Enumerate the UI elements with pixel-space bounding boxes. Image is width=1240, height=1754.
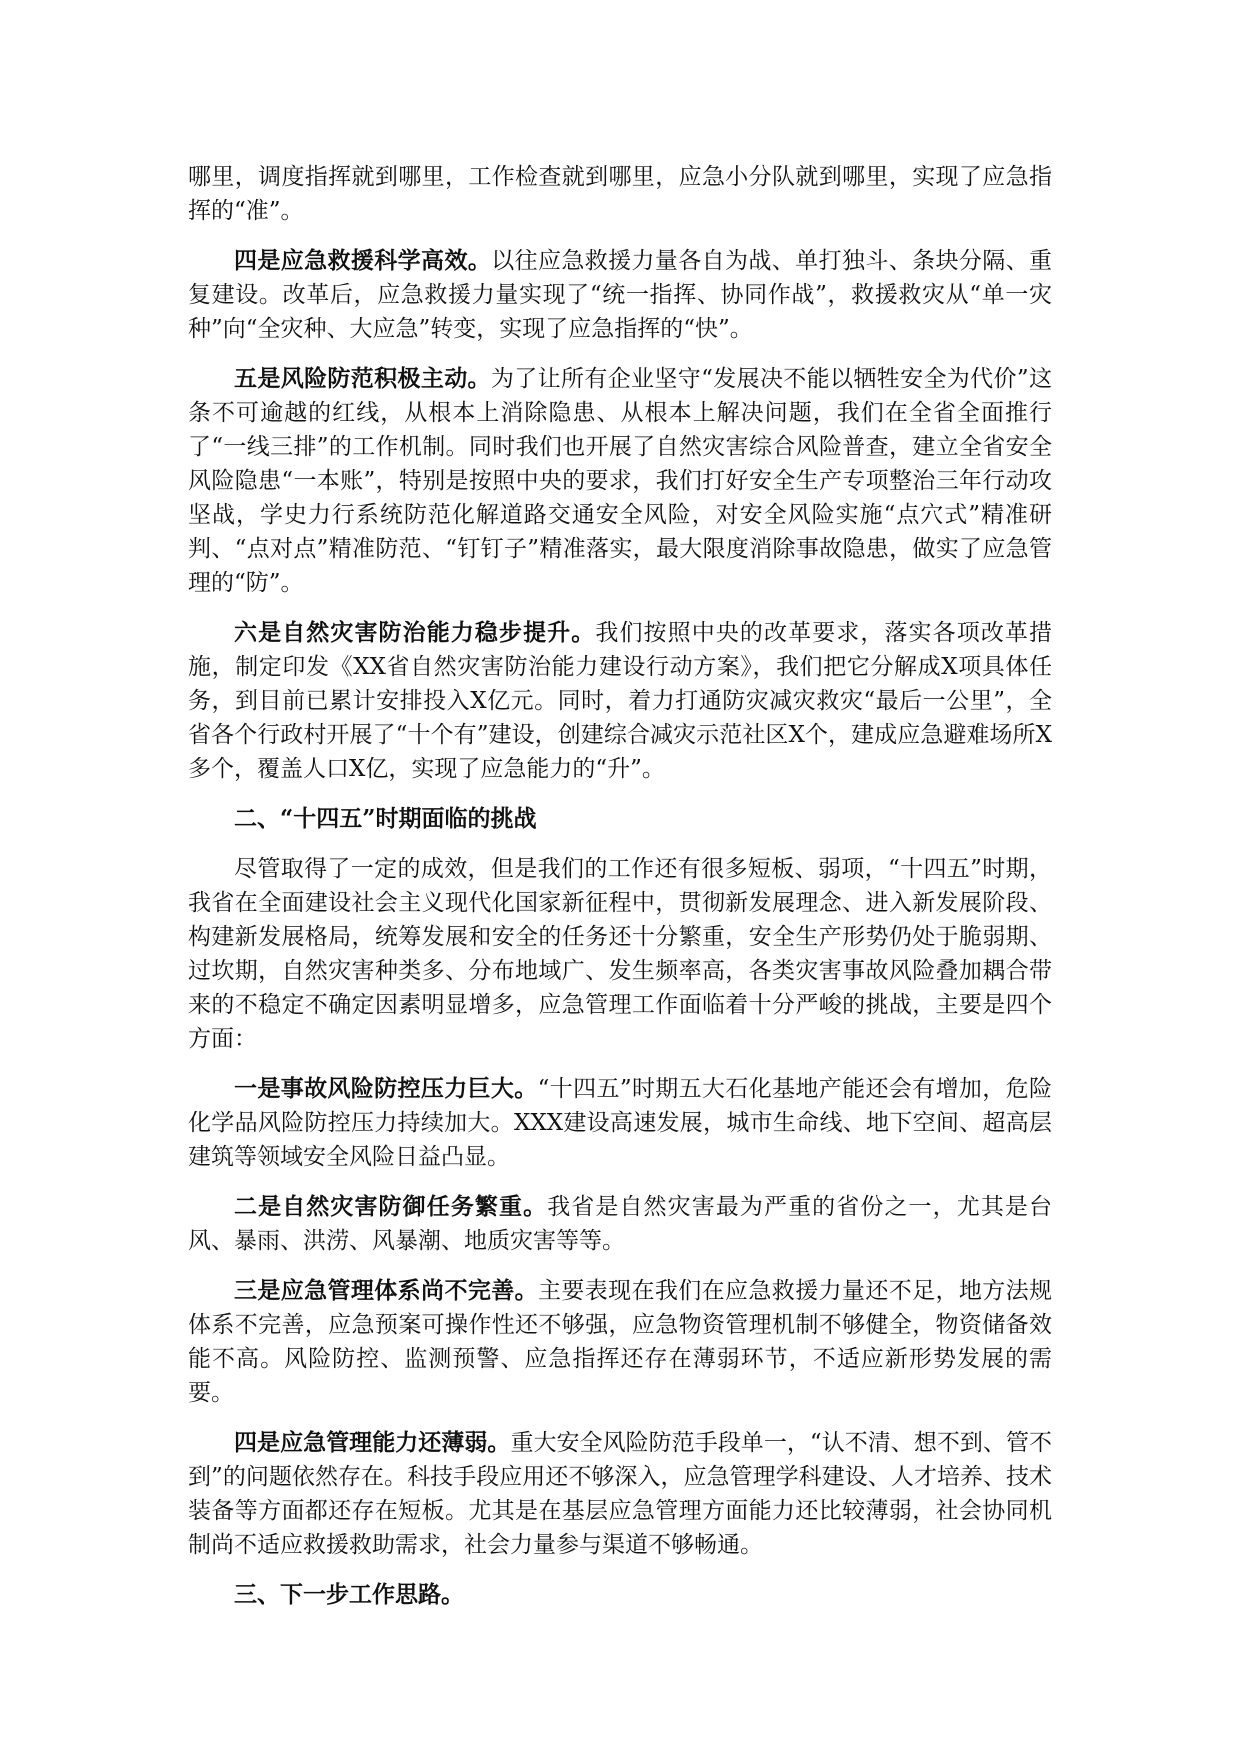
paragraph-emergency-rescue (188, 244, 1052, 346)
paragraph-lead: 三是应急管理体系尚不完善。 (234, 1277, 538, 1304)
paragraph-accident-risk (188, 1072, 1052, 1174)
paragraph-body: 尽管取得了一定的成效，但是我们的工作还有很多短板、弱项，“十四五”时期，我省在全面建设社会主义现代化国家新征程中，贯彻新发展理念、进入新发展阶段、构建新发展格局，统筹发展和安全的任务还十分繁重，安全生产形势仍处于脆弱期、过坎期，自然灾害种类多、分布地域广、发生频率高，各类灾害事故风险叠加耦合带来的不稳定不确定因素明显增多，应急管理工作面临着十分严峻的挑战，主要是四个方面： (188, 856, 1052, 1052)
paragraph-body: 我们按照中央的改革要求，落实各项改革措施，制定印发《XX省自然灾害防治能力建设行动方案》，我们把它分解成X项具体任务，到目前已累计安排投入X亿元。同时，着力打通防灾减灾救灾“最后一公里”，全省各个行政村开展了“十个有”建设，创建综合减灾示范社区X个，建成应急避难场所X多个，覆盖人口X亿，实现了应急能力的“升”。 (188, 620, 1053, 782)
paragraph-lead: 六是自然灾害防治能力稳步提升。 (234, 619, 596, 646)
paragraph-risk-prevention (188, 362, 1052, 600)
paragraph-continuation (188, 160, 1052, 228)
paragraph-body: 主要表现在我们在应急救援力量还不足，地方法规体系不完善，应急预案可操作性还不够强，应急物资管理机制不够健全，物资储备效能不高。风险防控、监测预警、应急指挥还存在薄弱环节，不适应新形势发展的需要。 (188, 1278, 1053, 1406)
section-heading-challenges (188, 802, 1052, 836)
paragraph-lead: 二是自然灾害防御任务繁重。 (234, 1193, 548, 1220)
paragraph-challenges-intro (188, 852, 1052, 1056)
paragraph-body: 重大安全风险防范手段单一，“认不清、想不到、管不到”的问题依然存在。科技手段应用还不够深入，应急管理学科建设、人才培养、技术装备等方面都还存在短板。尤其是在基层应急管理方面能力还比较薄弱，社会协同机制尚不适应救援救助需求，社会力量参与渠道不够畅通。 (188, 1430, 1053, 1558)
paragraph-lead: 一是事故风险防控压力巨大。 (234, 1075, 538, 1102)
paragraph-management-system (188, 1274, 1052, 1410)
paragraph-body: “十四五”时期五大石化基地产能还会有增加，危险化学品风险防控压力持续加大。XXX建设高速发展，城市生命线、地下空间、超高层建筑等领域安全风险日益凸显。 (188, 1076, 1052, 1170)
paragraph-lead: 四是应急管理能力还薄弱。 (234, 1429, 511, 1456)
section-heading-next-steps (188, 1578, 1052, 1612)
paragraph-disaster-defense (188, 1190, 1052, 1258)
paragraph-disaster-capacity (188, 616, 1052, 786)
paragraph-body: 我省是自然灾害最为严重的省份之一，尤其是台风、暴雨、洪涝、风暴潮、地质灾害等等。 (188, 1194, 1053, 1254)
paragraph-body: 为了让所有企业坚守“发展决不能以牺牲安全为代价”这条不可逾越的红线，从根本上消除隐患、从根本上解决问题，我们在全省全面推行了“一线三排”的工作机制。同时我们也开展了自然灾害综合风险普查，建立全省安全风险隐患“一本账”，特别是按照中央的要求，我们打好安全生产专项整治三年行动攻坚战，学史力行系统防范化解道路交通安全风险，对安全风险实施“点穴式”精准研判、“点对点”精准防范、“钉钉子”精准落实，最大限度消除事故隐患，做实了应急管理的“防”。 (188, 366, 1052, 596)
paragraph-management-capacity (188, 1426, 1052, 1562)
paragraph-body: 哪里，调度指挥就到哪里，工作检查就到哪里，应急小分队就到哪里，实现了应急指挥的“准”。 (188, 164, 1052, 224)
section-heading-text: 三、下一步工作思路。 (234, 1581, 464, 1608)
paragraph-lead: 四是应急救援科学高效。 (234, 247, 492, 274)
section-heading-text: 二、“十四五”时期面临的挑战 (234, 805, 537, 832)
paragraph-body: 以往应急救援力量各自为战、单打独斗、条块分隔、重复建设。改革后，应急救援力量实现了“统一指挥、协同作战”，救援救灾从“单一灾种”向“全灾种、大应急”转变，实现了应急指挥的“快”。 (188, 248, 1053, 342)
paragraph-lead: 五是风险防范积极主动。 (234, 365, 491, 392)
